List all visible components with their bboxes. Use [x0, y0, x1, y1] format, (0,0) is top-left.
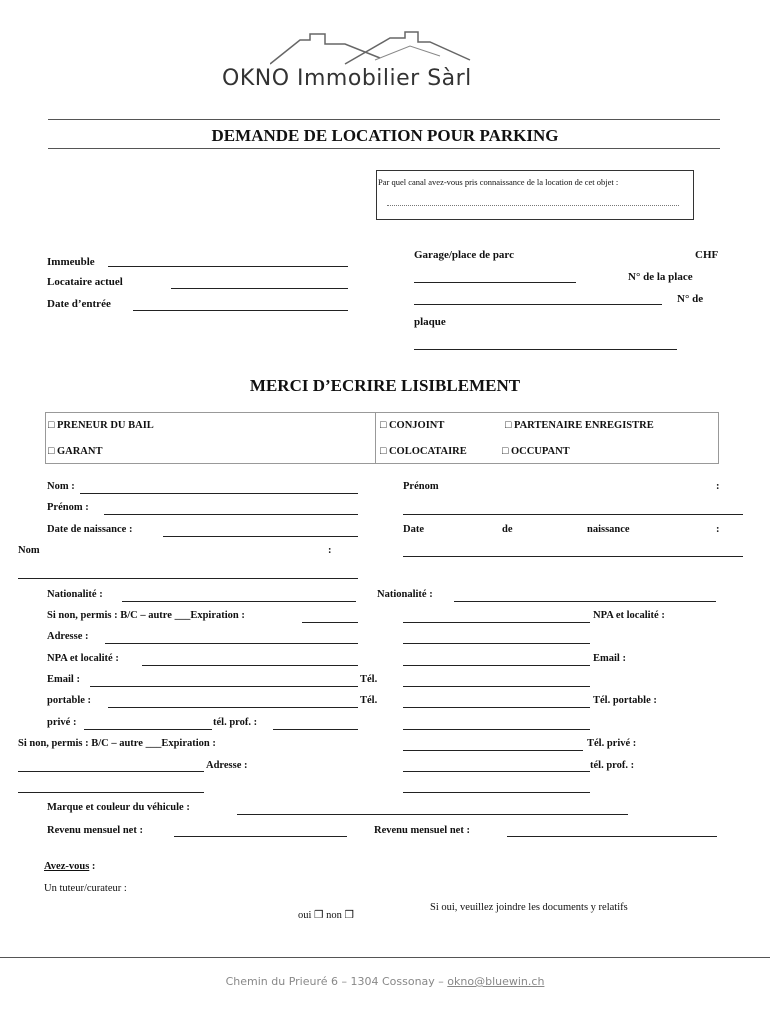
role-tenant-checkbox[interactable]: [48, 420, 154, 431]
guardian-label: Un tuteur/curateur :: [44, 883, 127, 894]
left-address2-label: Adresse :: [206, 760, 248, 771]
footer-divider: [0, 957, 770, 958]
right-prof-field[interactable]: [403, 771, 590, 772]
role-spouse-checkbox[interactable]: [380, 420, 444, 431]
vehicle-label: Marque et couleur du véhicule :: [47, 802, 190, 813]
right-prof-label: tél. prof. :: [590, 760, 635, 771]
page-title: DEMANDE DE LOCATION POUR PARKING: [211, 126, 559, 145]
role-guarantor-checkbox[interactable]: [48, 446, 102, 457]
plate-number-label: N° de: [677, 293, 704, 305]
role-guarantor-label: GARANT: [56, 446, 103, 457]
right-prenom-field[interactable]: [403, 514, 743, 515]
left-nationality-field[interactable]: [122, 601, 356, 602]
place-number-field[interactable]: [414, 304, 662, 305]
left-dob-field[interactable]: [163, 536, 358, 537]
income-left-field[interactable]: [174, 836, 347, 837]
left-dob-label: Date de naissance :: [47, 524, 133, 535]
checkbox-icon: □: [48, 446, 55, 457]
left-expiration-field[interactable]: [302, 622, 358, 623]
right-prive-field[interactable]: [403, 729, 590, 730]
right-dob-field[interactable]: [403, 556, 743, 557]
role-occupant-checkbox[interactable]: [502, 446, 570, 457]
right-dob-colon: :: [716, 524, 720, 535]
yes-no-checkboxes[interactable]: oui ❒ non ❒: [298, 910, 354, 921]
right-prenom-colon: :: [716, 481, 720, 492]
left-portable-field[interactable]: [108, 707, 358, 708]
roof-logo-icon: [270, 30, 500, 70]
income-right-field[interactable]: [507, 836, 717, 837]
current-tenant-field[interactable]: [171, 288, 348, 289]
checkbox-icon: □: [48, 420, 55, 431]
role-tenant-label: PRENEUR DU BAIL: [56, 420, 154, 431]
role-occupant-label: OCCUPANT: [510, 446, 570, 457]
income-left-label: Revenu mensuel net :: [47, 825, 143, 836]
have-you-heading: [44, 861, 95, 872]
building-label: Immeuble: [47, 256, 95, 268]
right-email-label: Email :: [593, 653, 626, 664]
documents-note: Si oui, veuillez joindre les documents y relatifs: [430, 902, 628, 913]
left-nom-field[interactable]: [80, 493, 358, 494]
chf-label: CHF: [695, 249, 719, 261]
top-divider: [48, 119, 720, 120]
role-partner-checkbox[interactable]: [505, 420, 654, 431]
have-you-colon: :: [89, 861, 96, 872]
right-npa-label: NPA et localité :: [593, 610, 665, 621]
left-address-label: Adresse :: [47, 631, 89, 642]
right-prive-field-2[interactable]: [403, 750, 583, 751]
place-number-label: N° de la place: [628, 271, 693, 283]
entry-date-field[interactable]: [133, 310, 348, 311]
left-npa-label: NPA et localité :: [47, 653, 119, 664]
right-email-field[interactable]: [403, 686, 590, 687]
left-address-field[interactable]: [105, 643, 358, 644]
footer: [0, 975, 770, 988]
left-tel2-label: Tél.: [360, 695, 378, 706]
title-divider: [48, 148, 720, 149]
left-email-field[interactable]: [90, 686, 358, 687]
vehicle-field[interactable]: [237, 814, 628, 815]
have-you-label: Avez-vous: [44, 861, 90, 872]
role-cotenant-label: COLOCATAIRE: [388, 446, 467, 457]
right-npa-field[interactable]: [403, 665, 590, 666]
footer-address: Chemin du Prieuré 6 – 1304 Cossonay –: [225, 975, 448, 988]
left-permit2-label: Si non, permis : B/C – autre ___Expiration :: [18, 738, 216, 749]
income-right-label: Revenu mensuel net :: [374, 825, 470, 836]
role-partner-label: PARTENAIRE ENREGISTRE: [513, 420, 654, 431]
right-nationality-label: Nationalité :: [377, 589, 433, 600]
checkbox-icon: □: [380, 446, 387, 457]
left-nationality-label: Nationalité :: [47, 589, 103, 600]
legibility-notice: MERCI D’ECRIRE LISIBLEMENT: [249, 376, 521, 395]
left-permit-label: Si non, permis : B/C – autre ___Expiration :: [47, 610, 245, 621]
left-prenom-label: Prénom :: [47, 502, 89, 513]
left-nom2-label: Nom: [18, 545, 40, 556]
right-dob-date: Date: [403, 524, 424, 535]
left-nom2-colon: :: [328, 545, 332, 556]
left-prive-field[interactable]: [84, 729, 212, 730]
left-nom2-field[interactable]: [18, 578, 358, 579]
left-portable-label: portable :: [47, 695, 92, 706]
left-extra-field[interactable]: [18, 792, 204, 793]
left-prof-field[interactable]: [273, 729, 358, 730]
left-email-label: Email :: [47, 674, 80, 685]
company-name: OKNO Immobilier Sàrl: [222, 66, 472, 91]
left-prenom-field[interactable]: [104, 514, 358, 515]
right-prenom-label: Prénom: [403, 481, 439, 492]
channel-box[interactable]: [376, 170, 694, 220]
left-tel-label: Tél.: [360, 674, 378, 685]
roles-divider: [375, 413, 376, 463]
channel-answer-line[interactable]: [387, 205, 679, 206]
building-field[interactable]: [108, 266, 348, 267]
left-address2-field[interactable]: [18, 771, 204, 772]
checkbox-icon: □: [505, 420, 512, 431]
current-tenant-label: Locataire actuel: [47, 276, 123, 288]
channel-question: Par quel canal avez-vous pris connaissance de la location de cet objet :: [378, 177, 619, 187]
garage-label: Garage/place de parc: [414, 249, 514, 261]
right-dob-de: de: [502, 524, 513, 535]
right-nationality-field[interactable]: [454, 601, 716, 602]
plate-field[interactable]: [414, 349, 677, 350]
entry-date-label: Date d’entrée: [47, 298, 111, 310]
right-prive-label: Tél. privé :: [587, 738, 637, 749]
footer-email-link[interactable]: okno@bluewin.ch: [447, 975, 545, 988]
checkbox-icon: □: [380, 420, 387, 431]
plate-label: plaque: [414, 316, 446, 328]
role-cotenant-checkbox[interactable]: [380, 446, 467, 457]
left-npa-field[interactable]: [142, 665, 358, 666]
left-prive-label: privé :: [47, 717, 77, 728]
right-extra-field[interactable]: [403, 792, 590, 793]
checkbox-icon: □: [502, 446, 509, 457]
left-prof-label: tél. prof. :: [213, 717, 258, 728]
right-address-field[interactable]: [403, 643, 590, 644]
left-nom-label: Nom :: [47, 481, 75, 492]
right-permit-field[interactable]: [403, 622, 590, 623]
right-portable-field[interactable]: [403, 707, 590, 708]
right-dob-naissance: naissance: [587, 524, 630, 535]
role-spouse-label: CONJOINT: [388, 420, 445, 431]
garage-price-field[interactable]: [414, 282, 576, 283]
right-portable-label: Tél. portable :: [593, 695, 657, 706]
